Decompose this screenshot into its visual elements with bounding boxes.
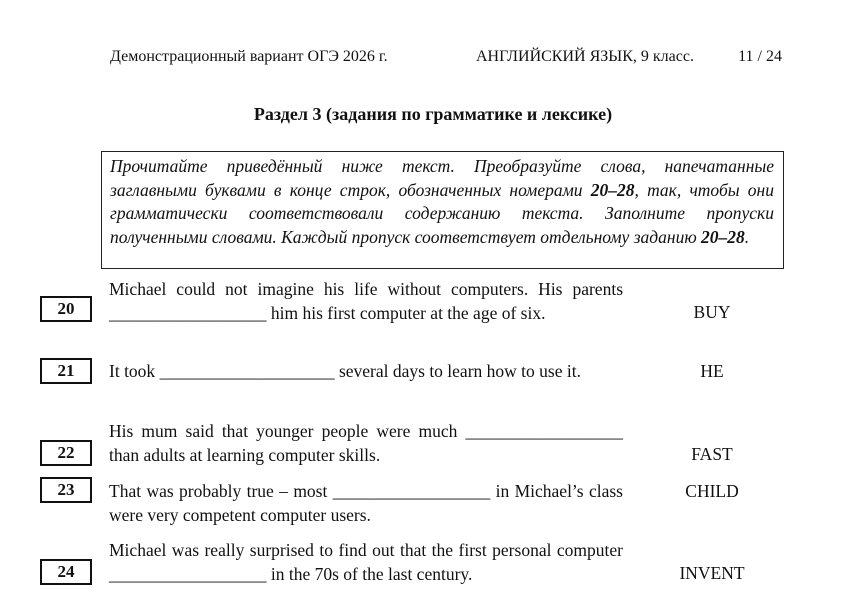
answer-blank[interactable]: ____________________ (159, 361, 335, 381)
key-word: CHILD (685, 481, 739, 501)
instructions-box (101, 151, 784, 269)
task-number-box: 22 (40, 440, 92, 466)
answer-blank[interactable]: __________________ (332, 481, 491, 501)
instructions-text: Прочитайте приведённый ниже текст. Преобразуйте слова, напечатанные заглавными буквами в конце строк, обозначенных номерами (110, 156, 774, 200)
exam-variant-label: Демонстрационный вариант ОГЭ 2026 г. (110, 48, 388, 65)
task-number-box: 24 (40, 559, 92, 585)
page-header (110, 48, 782, 68)
page-number: 11 / 24 (738, 48, 782, 65)
task-number-box: 20 (40, 296, 92, 322)
task-text: Michael was really surprised to find out that the first personal computer __________________ in the 70s of the last century. (109, 540, 623, 584)
task-text: It took ____________________ several days to learn how to use it. (109, 361, 581, 381)
answer-blank[interactable]: __________________ (109, 302, 267, 323)
answer-blank[interactable]: __________________ (109, 563, 267, 584)
answer-blank[interactable]: __________________ (465, 421, 623, 441)
instructions-range: 20–28 (590, 179, 635, 200)
section-title: Раздел 3 (задания по грамматике и лексике) (253, 104, 613, 124)
key-word: INVENT (679, 563, 745, 583)
subject-label: АНГЛИЙСКИЙ ЯЗЫК, 9 класс. (476, 48, 694, 65)
key-word: BUY (693, 302, 731, 322)
instructions-text: . (744, 226, 750, 247)
task-text: Michael could not imagine his life without computers. His parents __________________ him his first computer at the age of six. (109, 279, 623, 323)
task-number-box: 21 (40, 358, 92, 384)
key-word: FAST (691, 444, 733, 464)
instructions-text: , так, чтобы они грамматически соответствовали содержанию текста. Заполните пропуски полученными словами. Каждый пропуск соответствует отдельному заданию (110, 179, 774, 247)
task-number-box: 23 (40, 477, 92, 503)
task-text: That was probably true – most __________________ in Michael’s class were very competent computer users. (109, 481, 623, 525)
key-word: HE (700, 361, 724, 381)
task-text: His mum said that younger people were much __________________ than adults at learning computer skills. (109, 421, 623, 465)
instructions-range: 20–28 (701, 226, 745, 247)
